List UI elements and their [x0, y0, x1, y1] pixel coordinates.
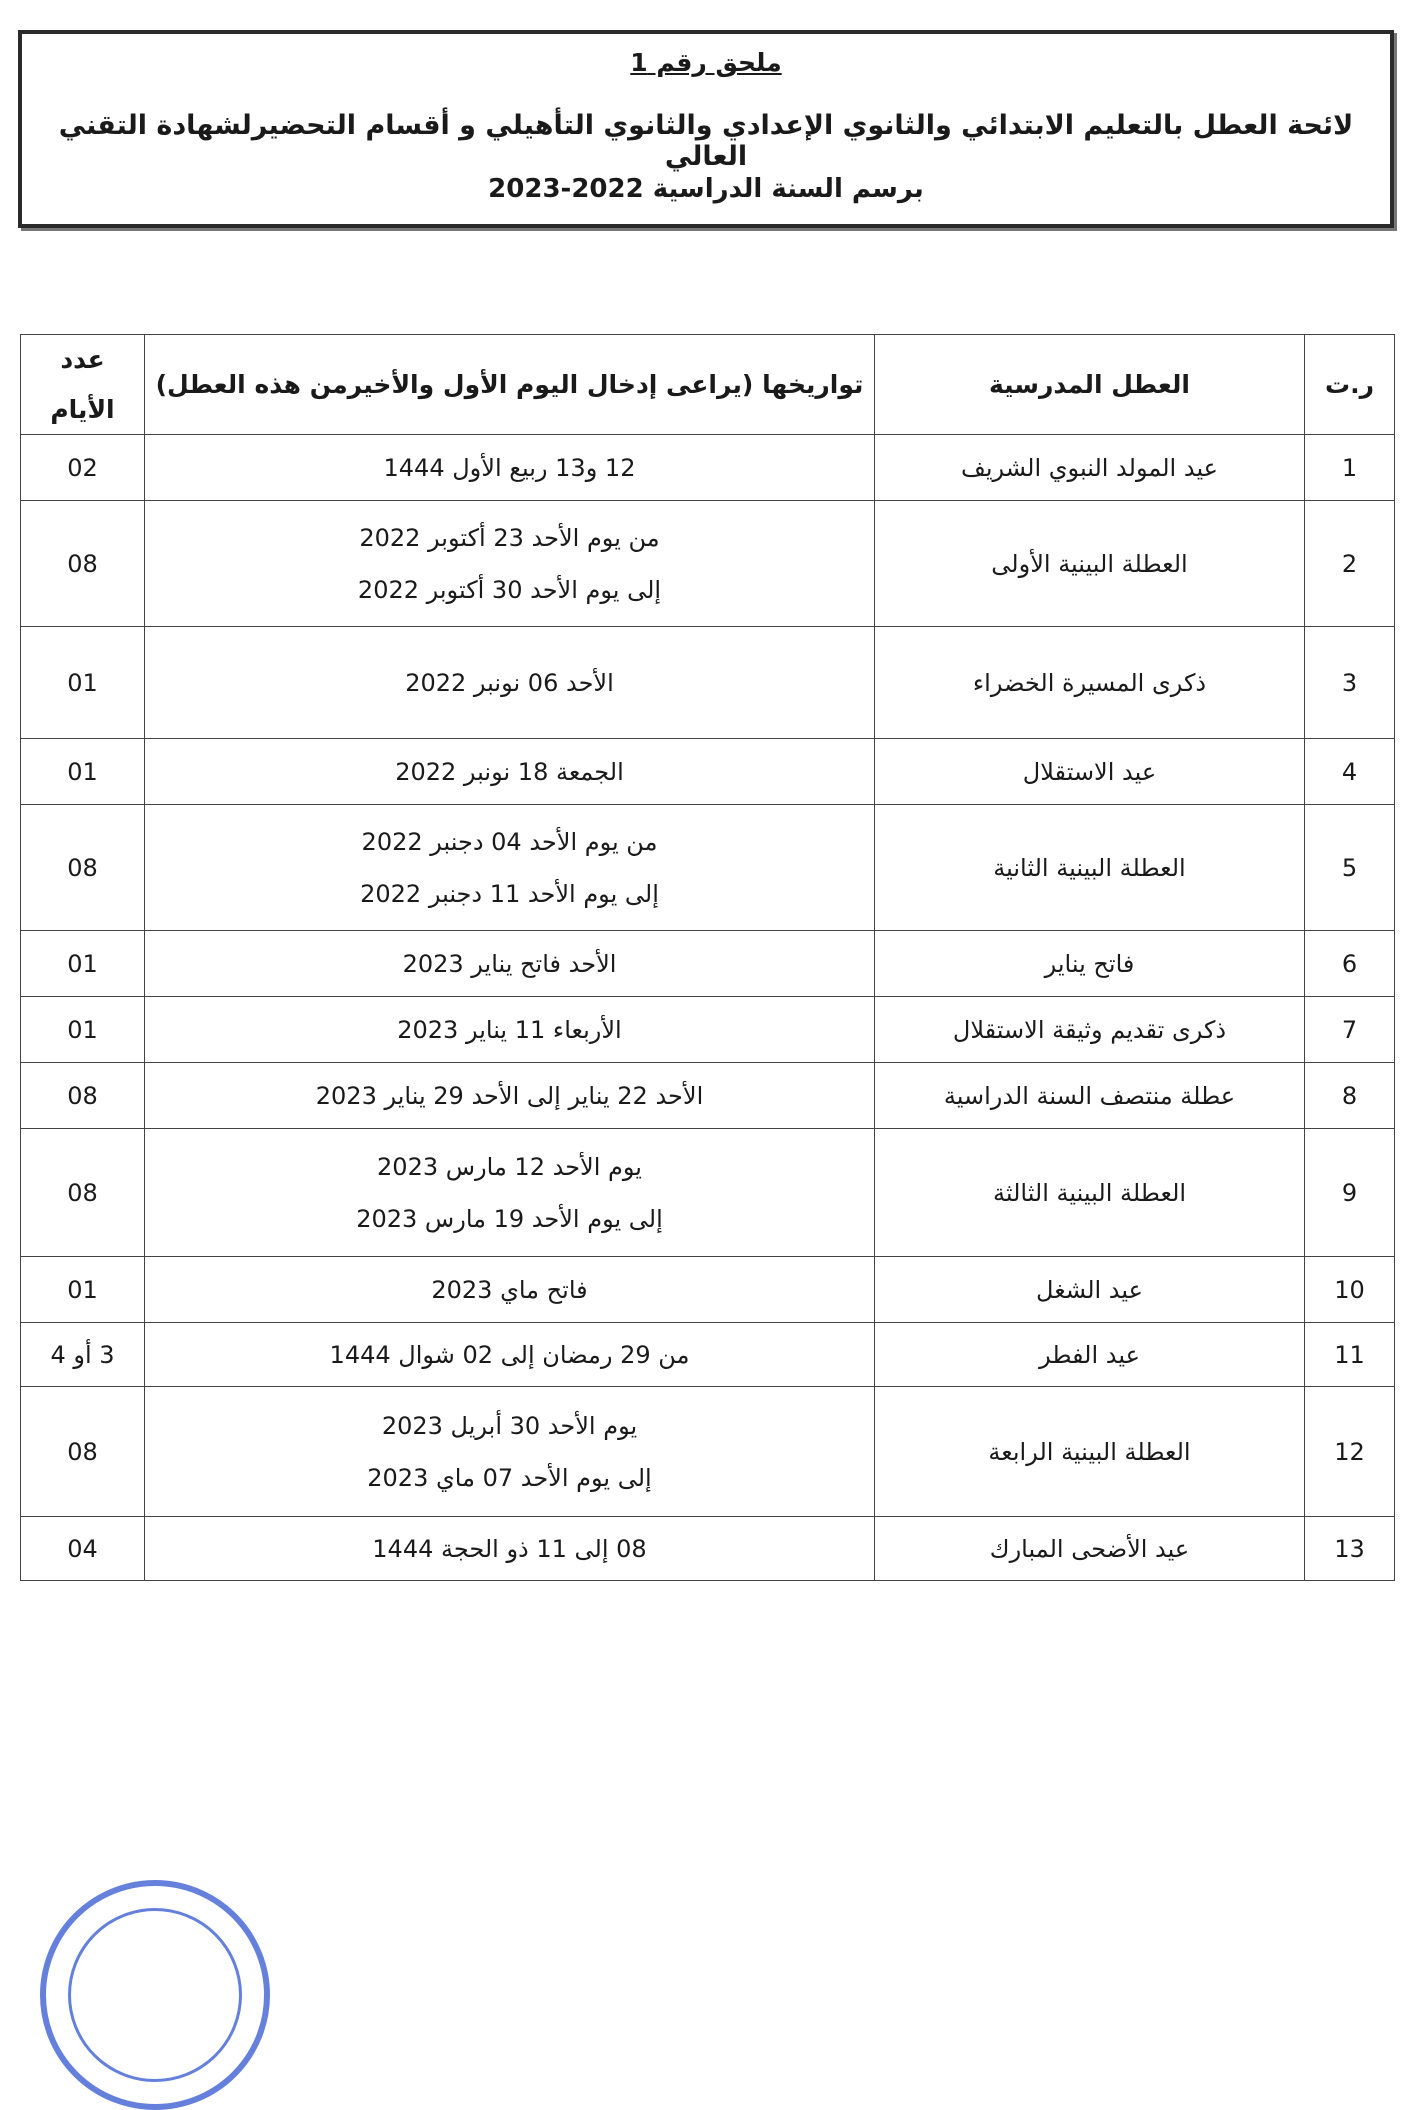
row-days: 01 [21, 931, 145, 997]
table-row [21, 1517, 1395, 1581]
row-num: 10 [1305, 1257, 1395, 1323]
row-name: عيد المولد النبوي الشريف [875, 435, 1305, 501]
row-days: 08 [21, 1387, 145, 1517]
row-days: 08 [21, 1129, 145, 1257]
row-name: العطلة البينية الأولى [875, 501, 1305, 627]
row-name: عيد الفطر [875, 1323, 1305, 1387]
document-title: لائحة العطل بالتعليم الابتدائي والثانوي الإعدادي والثانوي التأهيلي و أقسام التحضيرلشهادة التقني العالي [58, 110, 1354, 172]
row-days: 01 [21, 739, 145, 805]
header-days-line1: عدد [60, 345, 105, 375]
table-row [21, 627, 1395, 739]
row-num: 4 [1305, 739, 1395, 805]
table-row [21, 739, 1395, 805]
table-row [21, 435, 1395, 501]
row-num: 13 [1305, 1517, 1395, 1581]
table-row [21, 997, 1395, 1063]
row-name: العطلة البينية الثانية [875, 805, 1305, 931]
row-num: 1 [1305, 435, 1395, 501]
table-row [21, 1323, 1395, 1387]
row-name: ذكرى المسيرة الخضراء [875, 627, 1305, 739]
table-header-row [21, 335, 1395, 435]
header-dates: تواريخها (يراعى إدخال اليوم الأول والأخيرمن هذه العطل) [145, 335, 875, 435]
table-row [21, 1257, 1395, 1323]
date-line: إلى يوم الأحد 30 أكتوبر 2022 [357, 575, 662, 604]
row-dates: الأحد 06 نونبر 2022 [145, 627, 875, 739]
row-name: عطلة منتصف السنة الدراسية [875, 1063, 1305, 1129]
date-line: إلى يوم الأحد 11 دجنبر 2022 [360, 879, 659, 908]
table-row [21, 931, 1395, 997]
row-dates: من 29 رمضان إلى 02 شوال 1444 [145, 1323, 875, 1387]
row-name: ذكرى تقديم وثيقة الاستقلال [875, 997, 1305, 1063]
date-line: يوم الأحد 30 أبريل 2023 [381, 1411, 638, 1440]
row-days: 3 أو 4 [21, 1323, 145, 1387]
row-dates [145, 1387, 875, 1517]
row-name: عيد الاستقلال [875, 739, 1305, 805]
row-days: 08 [21, 1063, 145, 1129]
header-name: العطل المدرسية [875, 335, 1305, 435]
header-days-line2: الأيام [50, 394, 115, 424]
school-year: برسم السنة الدراسية 2022-2023 [488, 174, 924, 204]
row-num: 7 [1305, 997, 1395, 1063]
header-num: ر.ت [1305, 335, 1395, 435]
row-num: 8 [1305, 1063, 1395, 1129]
stamp-inner-ring [68, 1908, 242, 2082]
row-dates: الأربعاء 11 يناير 2023 [145, 997, 875, 1063]
official-stamp [40, 1880, 270, 2110]
holidays-table [20, 334, 1395, 1581]
header-days [21, 335, 145, 435]
row-name: عيد الأضحى المبارك [875, 1517, 1305, 1581]
row-dates: فاتح ماي 2023 [145, 1257, 875, 1323]
annex-label: ملحق رقم 1 [630, 48, 782, 77]
row-days: 02 [21, 435, 145, 501]
row-dates [145, 501, 875, 627]
row-days: 01 [21, 997, 145, 1063]
date-line: إلى يوم الأحد 19 مارس 2023 [356, 1204, 663, 1233]
row-days: 04 [21, 1517, 145, 1581]
title-box [18, 30, 1394, 228]
date-line: من يوم الأحد 04 دجنبر 2022 [361, 827, 658, 856]
row-num: 6 [1305, 931, 1395, 997]
date-line: إلى يوم الأحد 07 ماي 2023 [367, 1463, 652, 1492]
row-num: 5 [1305, 805, 1395, 931]
row-days: 01 [21, 1257, 145, 1323]
row-days: 08 [21, 501, 145, 627]
row-name: عيد الشغل [875, 1257, 1305, 1323]
row-dates: 12 و13 ربيع الأول 1444 [145, 435, 875, 501]
table-row [21, 805, 1395, 931]
table-row [21, 501, 1395, 627]
row-dates: الجمعة 18 نونبر 2022 [145, 739, 875, 805]
row-name: العطلة البينية الثالثة [875, 1129, 1305, 1257]
date-line: يوم الأحد 12 مارس 2023 [377, 1152, 642, 1181]
row-dates [145, 805, 875, 931]
row-name: العطلة البينية الرابعة [875, 1387, 1305, 1517]
table-row [21, 1063, 1395, 1129]
row-days: 01 [21, 627, 145, 739]
row-num: 3 [1305, 627, 1395, 739]
row-num: 9 [1305, 1129, 1395, 1257]
row-num: 2 [1305, 501, 1395, 627]
row-num: 11 [1305, 1323, 1395, 1387]
table-row [21, 1129, 1395, 1257]
table-row [21, 1387, 1395, 1517]
row-days: 08 [21, 805, 145, 931]
date-line: من يوم الأحد 23 أكتوبر 2022 [359, 523, 660, 552]
row-name: فاتح يناير [875, 931, 1305, 997]
row-dates [145, 1129, 875, 1257]
row-dates: الأحد 22 يناير إلى الأحد 29 يناير 2023 [145, 1063, 875, 1129]
row-dates: 08 إلى 11 ذو الحجة 1444 [145, 1517, 875, 1581]
row-dates: الأحد فاتح يناير 2023 [145, 931, 875, 997]
row-num: 12 [1305, 1387, 1395, 1517]
